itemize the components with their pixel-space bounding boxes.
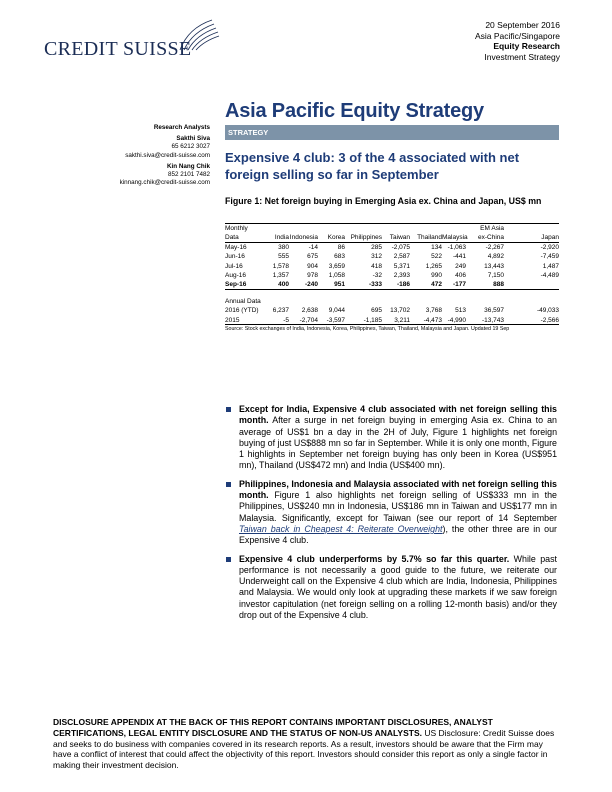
table-row	[225, 316, 559, 325]
table-cell: 1,578	[272, 262, 289, 270]
analyst-email[interactable]: kinnang.chik@credit-suisse.com	[119, 179, 210, 187]
table-cell: -2,267	[485, 243, 504, 251]
table-cell: -186	[396, 281, 410, 289]
table-cell	[289, 224, 318, 233]
report-header-info	[475, 20, 560, 62]
table-cell: 380	[278, 243, 289, 251]
table-cell: -4,473	[423, 316, 442, 324]
table-cell: Taiwan	[389, 234, 410, 242]
page-title: Asia Pacific Equity Strategy	[225, 100, 484, 122]
table-cell: 285	[371, 243, 382, 251]
table-cell: 9,044	[328, 307, 345, 315]
bullet-body: Figure 1 also highlights net foreign selling of US$333 mn in the Philippines, US$240 mn in Indonesia, US$186 mn in Taiwan and US$177 mn in Malaysia. Significantly, except for Taiwan (see our report of 14 September	[239, 490, 557, 523]
figure-table	[225, 223, 559, 332]
report-region: Asia Pacific/Singapore	[474, 30, 560, 41]
figure-source: Source: Stock exchanges of India, Indonesia, Korea, Philippines, Taiwan, Thailand, Malaysia and Japan. Updated 19 Sep	[225, 325, 510, 332]
table-cell: 472	[431, 281, 442, 289]
table-cell: 2,638	[301, 307, 318, 315]
bullet-item	[225, 554, 557, 622]
table-cell: 134	[431, 243, 442, 251]
table-cell: 1,357	[272, 271, 289, 279]
table-cell: 2,393	[393, 271, 410, 279]
table-cell: -1,185	[363, 316, 382, 324]
table-cell: May-16	[225, 243, 247, 251]
table-cell: Philippines	[350, 234, 382, 242]
table-cell: 990	[431, 271, 442, 279]
table-cell	[345, 224, 382, 233]
table-cell: 13,702	[390, 307, 410, 315]
table-cell: 86	[337, 243, 345, 251]
table-row	[225, 243, 559, 252]
analyst-name: Kin Nang Chik	[166, 162, 210, 170]
table-cell: 695	[371, 307, 382, 315]
table-cell: -7,459	[540, 253, 559, 261]
table-cell: 675	[307, 253, 318, 261]
table-row	[225, 233, 559, 242]
table-cell: 418	[371, 262, 382, 270]
report-dept: Equity Research	[493, 41, 560, 51]
table-cell	[442, 224, 466, 233]
table-cell: Indonesia	[289, 234, 318, 242]
table-cell: -333	[368, 281, 382, 289]
table-cell: 406	[455, 271, 466, 279]
table-cell	[271, 224, 289, 233]
bullet-lead: Expensive 4 club underperforms by 5.7% so far this quarter.	[239, 553, 510, 564]
table-cell: 13,443	[484, 262, 504, 270]
table-cell: 2,587	[393, 253, 410, 261]
table-cell: Jun-16	[225, 253, 245, 261]
bullet-square-icon	[226, 407, 231, 412]
table-cell: -49,033	[536, 307, 559, 315]
table-cell: 513	[455, 307, 466, 315]
table-row	[225, 262, 559, 271]
table-cell	[504, 224, 559, 233]
table-cell: 2016 (YTD)	[225, 307, 259, 315]
table-cell: Thailand	[417, 234, 442, 242]
bullet-list	[225, 404, 557, 628]
table-cell: ex-China	[477, 234, 504, 242]
table-row	[225, 271, 559, 280]
table-cell: -13,743	[481, 316, 504, 324]
table-cell: -441	[452, 253, 466, 261]
table-cell: -32	[372, 271, 382, 279]
table-cell: 683	[334, 253, 345, 261]
table-cell: Jul-16	[225, 262, 243, 270]
report-date: 20 September 2016	[485, 20, 560, 30]
table-cell: -4,489	[540, 271, 559, 279]
table-cell: 5,371	[393, 262, 410, 270]
table-cell: Korea	[327, 234, 345, 242]
disclosure-bold: DISCLOSURE APPENDIX AT THE BACK OF THIS REPORT CONTAINS IMPORTANT DISCLOSURES, ANALYST CERTIFICATIONS, LEGAL ENTITY DISCLOSURE AND THE STATUS OF NON-US ANALYSTS.	[53, 717, 493, 738]
table-cell: -2,566	[540, 316, 559, 324]
table-row	[225, 224, 559, 233]
table-cell: 1,058	[328, 271, 345, 279]
credit-suisse-logo: CREDIT SUISSE	[44, 38, 192, 60]
table-cell: 2015	[225, 316, 240, 324]
table-cell: -2,704	[299, 316, 318, 324]
table-cell	[410, 224, 442, 233]
disclosure-text	[53, 717, 562, 771]
table-cell: 3,659	[328, 262, 345, 270]
sails-logo-icon	[178, 18, 220, 52]
table-row	[225, 252, 559, 261]
research-analysts	[120, 124, 210, 187]
table-cell: 6,237	[272, 307, 289, 315]
table-cell: 3,211	[394, 316, 410, 324]
bullet-lead: Philippines, Indonesia and Malaysia associated with net foreign selling this month.	[239, 478, 557, 501]
table-cell: Data	[225, 234, 239, 242]
table-row	[225, 306, 559, 315]
bullet-body: While past performance is not necessarily a good guide to the future, we reiterate our Underweight call on the Expensive 4 club which are India, Indonesia, Philippines and Malaysia. We would only look at upgrading these markets if we saw foreign investor capitulation (net foreign selling on a rolling 12-month basis) and/or they drop out of the Expensive 4 club.	[239, 553, 557, 621]
table-cell: Malaysia	[442, 234, 468, 242]
table-cell: Japan	[541, 234, 559, 242]
table-cell: -3,597	[326, 316, 345, 324]
table-row	[225, 280, 559, 289]
table-cell: 1,265	[425, 262, 442, 270]
table-cell: -2,920	[540, 243, 559, 251]
analyst-name: Sakthi Siva	[176, 135, 210, 143]
table-cell: Sep-16	[225, 281, 247, 289]
figure-caption: Figure 1: Net foreign buying in Emerging Asia ex. China and Japan, US$ mn	[225, 196, 542, 206]
bullet-item	[225, 404, 557, 472]
table-cell	[382, 224, 410, 233]
table-cell: 400	[278, 281, 289, 289]
bullet-lead: Except for India, Expensive 4 club associated with net foreign selling this month.	[239, 404, 557, 426]
table-cell: -4,990	[447, 316, 466, 324]
analyst-phone: 65 6212 3027	[171, 143, 210, 151]
table-cell	[318, 224, 345, 233]
table-cell: 7,150	[487, 271, 504, 279]
table-cell: -5	[283, 316, 289, 324]
table-cell: -177	[452, 281, 466, 289]
table-cell: 904	[307, 262, 318, 270]
table-cell: 555	[278, 253, 289, 261]
table-cell: 978	[307, 271, 318, 279]
table-cell: Monthly	[225, 225, 248, 232]
bullet-square-icon	[226, 482, 231, 487]
table-cell: -14	[308, 243, 318, 251]
table-cell: -2,075	[391, 243, 410, 251]
analysts-heading: Research Analysts	[153, 124, 210, 131]
table-cell: 249	[455, 262, 466, 270]
table-cell: EM Asia	[480, 225, 504, 232]
bullet-body: After a surge in net foreign buying in emerging Asia ex. China to an average of US$1 bn a day in the 2H of July, Figure 1 highlights net foreign buying of just US$888 mn so far in September. While it is only one month, Figure 1 highlights in September net foreign buying has only been in Korea (US$951 mn), Thailand (US$472 mn) and India (US$400 mn).	[239, 415, 557, 471]
table-cell: 36,597	[484, 307, 504, 315]
bullet-tail: ), the other three are in our Expensive 4 club.	[239, 523, 557, 546]
bullet-item	[225, 479, 557, 547]
annual-label: Annual Data	[225, 297, 261, 305]
table-cell: 522	[431, 253, 442, 261]
report-category: Investment Strategy	[484, 51, 560, 62]
report-link[interactable]: Taiwan back in Cheapest 4: Reiterate Overweight	[239, 523, 443, 534]
table-cell	[504, 280, 559, 288]
table-cell: 1,487	[542, 262, 559, 270]
table-cell: 312	[371, 253, 382, 261]
table-cell: 951	[334, 281, 345, 289]
section-tag: STRATEGY	[225, 125, 559, 140]
table-cell: -1,063	[447, 243, 466, 251]
table-cell: 4,892	[487, 253, 504, 261]
report-subtitle: Expensive 4 club: 3 of the 4 associated with net foreign selling so far in September	[225, 150, 520, 182]
bullet-square-icon	[226, 557, 231, 562]
table-cell: 888	[493, 281, 504, 289]
table-cell: Aug-16	[225, 271, 246, 279]
analyst-email[interactable]: sakthi.siva@credit-suisse.com	[125, 151, 210, 159]
table-cell: 3,768	[425, 307, 442, 315]
disclosure-normal: US Disclosure: Credit Suisse does and seeks to do business with companies covered in its research reports. As a result, investors should be aware that the Firm may have a conflict of interest that could affect the objectivity of this report. Investors should consider this report as only a single factor in making their investment decision.	[53, 727, 555, 771]
table-cell: -240	[304, 281, 318, 289]
analyst-phone: 852 2101 7482	[167, 171, 210, 179]
table-cell: India	[274, 234, 289, 242]
